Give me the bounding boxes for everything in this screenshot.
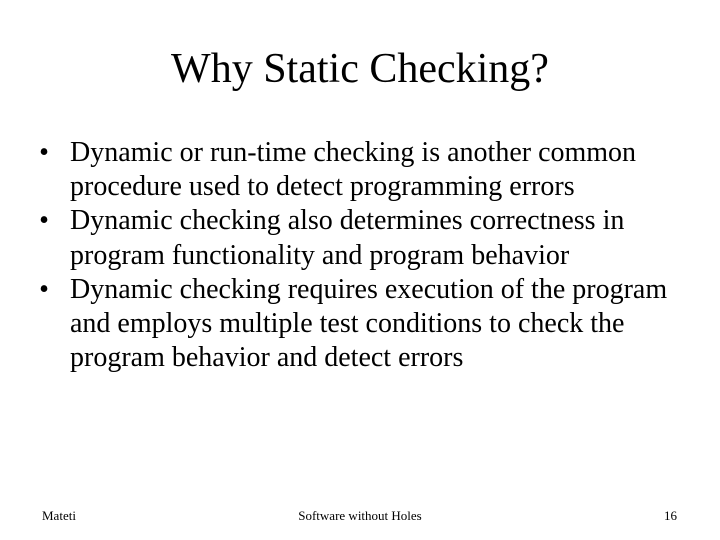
bullet-list [34,136,694,375]
footer-course-title: Software without Holes [298,508,422,523]
bullet-item [34,273,694,376]
bullet-icon: • [39,273,49,305]
footer-author: Mateti [42,508,76,523]
bullet-item [34,204,694,272]
bullet-item [34,136,694,204]
bullet-icon: • [39,137,49,168]
bullet-text: Dynamic or run-time checking is another common procedure used to detect programming errors [70,137,637,203]
bullet-text: Dynamic checking requires execution of the program and employs multiple test conditions to check the program behavior and detect errors [70,273,668,374]
bullet-text: Dynamic checking also determines correctness in program functionality and program behavior [70,205,625,271]
footer-page-number: 16 [664,508,677,523]
slide-title: Why Static Checking? [171,46,549,92]
bullet-icon: • [39,205,49,237]
